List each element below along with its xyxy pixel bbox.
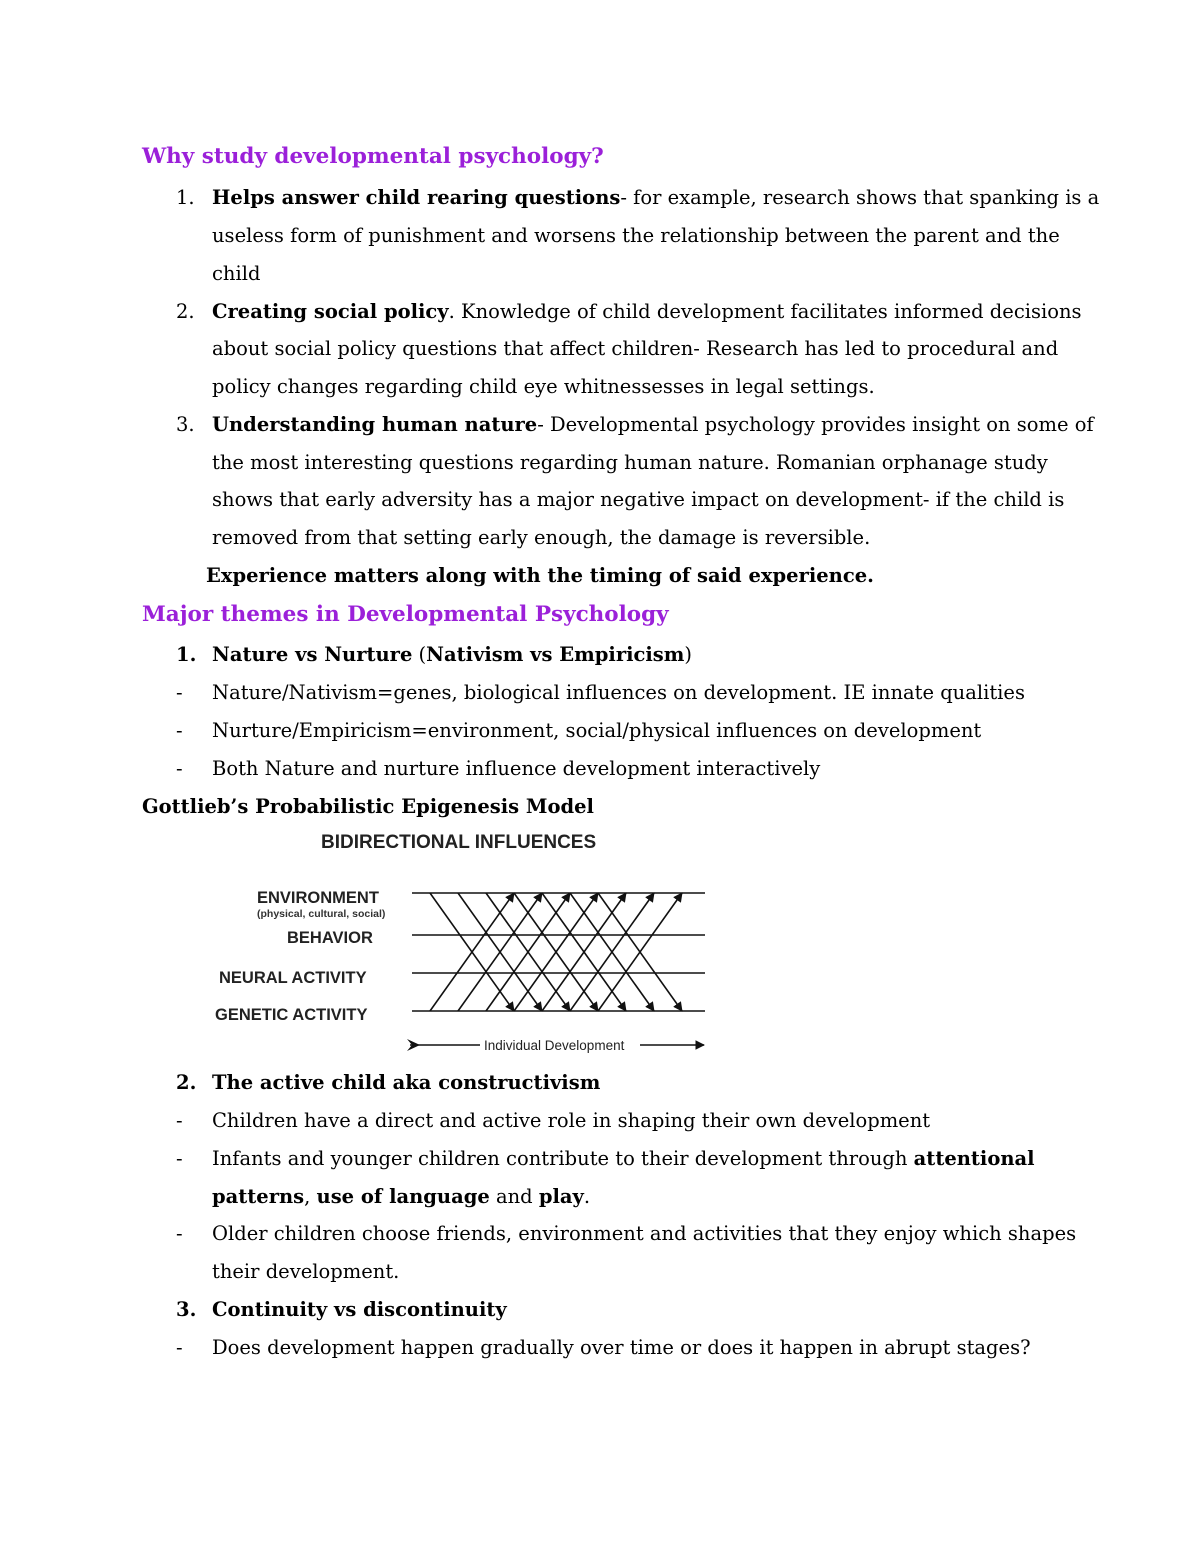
bullet-dash: - — [176, 1109, 183, 1132]
bullet-text-part: , — [304, 1185, 317, 1208]
level-label-environment: ENVIRONMENT — [257, 889, 379, 907]
level-sublabel-environment: (physical, cultural, social) — [257, 908, 386, 920]
bullet-text-part: and — [489, 1185, 539, 1208]
list-item-text — [212, 412, 1094, 438]
bullet-dash: - — [176, 1222, 183, 1245]
level-label-neural: NEURAL ACTIVITY — [219, 969, 367, 987]
bullet-dash: - — [176, 719, 183, 742]
theme-title: The active child aka constructivism — [212, 1071, 601, 1094]
list-number: 1. — [176, 186, 195, 209]
list-item-text: child — [212, 262, 261, 285]
list-item-continuation: . Knowledge of child development facilitates informed decisions — [448, 300, 1082, 323]
bullet-text: Older children choose friends, environment and activities that they enjoy which shapes — [212, 1222, 1077, 1245]
list-item-continuation: - for example, research shows that spanking is a — [620, 186, 1100, 209]
theme-title-bold: Nature vs Nurture — [212, 643, 413, 666]
list-item-text: shows that early adversity has a major negative impact on development- if the child is — [212, 488, 1065, 511]
bidirectional-influences-figure — [200, 822, 720, 1062]
development-axis — [407, 1035, 704, 1055]
bullet-text — [212, 1184, 590, 1210]
level-label-genetic: GENETIC ACTIVITY — [215, 1006, 368, 1024]
level-label-behavior: BEHAVIOR — [287, 929, 373, 947]
section-heading-major-themes: Major themes in Developmental Psychology — [142, 602, 669, 627]
list-item-bold: Creating social policy — [212, 300, 449, 323]
list-item-text: the most interesting questions regarding human nature. Romanian orphanage study — [212, 451, 1048, 474]
bullet-text: Nurture/Empiricism=environment, social/physical influences on development — [212, 719, 982, 742]
list-item-text: removed from that setting early enough, the damage is reversible. — [212, 526, 871, 549]
influence-arrows — [430, 893, 682, 1011]
list-number: 3. — [176, 1298, 197, 1321]
list-number: 2. — [176, 1071, 197, 1094]
bullet-text: Both Nature and nurture influence development interactively — [212, 757, 821, 780]
bullet-text-bold: play — [538, 1185, 584, 1208]
list-number: 1. — [176, 643, 197, 666]
bullet-text-bold: patterns — [212, 1185, 305, 1208]
bullet-text-bold: attentional — [913, 1147, 1035, 1170]
bullet-text-part: . — [583, 1185, 591, 1208]
bullet-dash: - — [176, 1147, 183, 1170]
list-item-text: about social policy questions that affect children- Research has led to procedural and — [212, 337, 1059, 360]
theme-title: Continuity vs discontinuity — [212, 1298, 507, 1321]
level-lines — [412, 893, 705, 1011]
list-number: 2. — [176, 300, 195, 323]
bullet-text-part: Infants and younger children contribute to their development through — [212, 1147, 914, 1170]
list-item-text — [212, 185, 1099, 211]
list-item-bold: Helps answer child rearing questions — [212, 186, 621, 209]
bullet-text: Nature/Nativism=genes, biological influences on development. IE innate qualities — [212, 681, 1025, 704]
figure-title: BIDIRECTIONAL INFLUENCES — [321, 832, 597, 853]
bullet-text-bold: use of language — [316, 1185, 490, 1208]
bullet-dash: - — [176, 1336, 183, 1359]
list-item-text: policy changes regarding child eye whitnessesses in legal settings. — [212, 375, 875, 398]
bullet-dash: - — [176, 681, 183, 704]
section-heading-why-study: Why study developmental psychology? — [142, 144, 604, 169]
bullet-text — [212, 1146, 1035, 1172]
list-item-text — [212, 299, 1082, 325]
theme-title-paren: ( — [412, 643, 427, 666]
model-title: Gottlieb’s Probabilistic Epigenesis Model — [142, 795, 594, 818]
conclusion-text: Experience matters along with the timing of said experience. — [206, 564, 874, 587]
bullet-text: Children have a direct and active role in shaping their own development — [212, 1109, 931, 1132]
bullet-text: Does development happen gradually over time or does it happen in abrupt stages? — [212, 1336, 1031, 1359]
list-number: 3. — [176, 413, 195, 436]
theme-title — [212, 642, 692, 668]
theme-title-paren: ) — [684, 643, 693, 666]
list-item-bold: Understanding human nature — [212, 413, 538, 436]
list-item-text: useless form of punishment and worsens the relationship between the parent and the — [212, 224, 1060, 247]
list-item-continuation: - Developmental psychology provides insight on some of — [537, 413, 1094, 436]
theme-title-bold: Nativism vs Empiricism — [426, 643, 685, 666]
axis-label: Individual Development — [484, 1038, 625, 1053]
bullet-dash: - — [176, 757, 183, 780]
bullet-text: their development. — [212, 1260, 400, 1283]
